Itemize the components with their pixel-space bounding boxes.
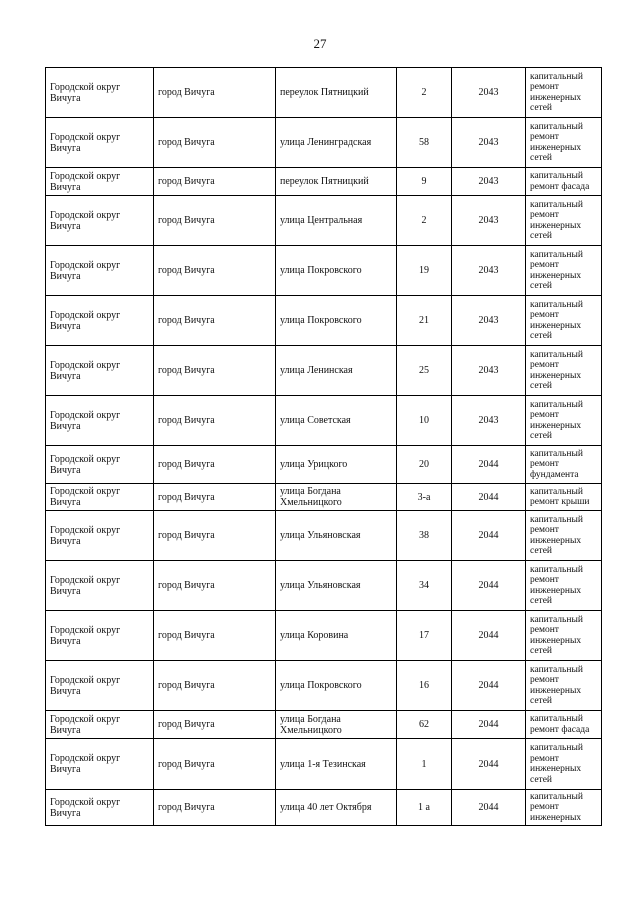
- city-cell: город Вичуга: [154, 661, 276, 711]
- house-number-cell: 1 а: [397, 790, 452, 826]
- street-cell: переулок Пятницкий: [276, 68, 397, 118]
- city-cell: город Вичуга: [154, 346, 276, 396]
- street-cell: улица 1-я Тезинская: [276, 739, 397, 790]
- house-number-cell: 2: [397, 196, 452, 246]
- city-cell: город Вичуга: [154, 196, 276, 246]
- table-row: [46, 346, 602, 396]
- table-row: [46, 168, 602, 196]
- year-cell: 2044: [452, 484, 526, 511]
- table-row: [46, 118, 602, 168]
- street-cell: улица Покровского: [276, 296, 397, 346]
- year-cell: 2044: [452, 511, 526, 561]
- district-cell: Городской округ Вичуга: [46, 446, 154, 484]
- work-type-cell: капитальный ремонт инженерных сетей: [526, 396, 602, 446]
- street-cell: улица 40 лет Октября: [276, 790, 397, 826]
- table-row: [46, 790, 602, 826]
- street-cell: улица Покровского: [276, 246, 397, 296]
- year-cell: 2043: [452, 168, 526, 196]
- work-type-cell: капитальный ремонт фундамента: [526, 446, 602, 484]
- street-cell: улица Советская: [276, 396, 397, 446]
- repair-schedule-table: [45, 67, 602, 826]
- street-cell: улица Ульяновская: [276, 511, 397, 561]
- table-row: [46, 711, 602, 739]
- district-cell: Городской округ Вичуга: [46, 739, 154, 790]
- page-number: 27: [313, 36, 327, 51]
- house-number-cell: 58: [397, 118, 452, 168]
- house-number-cell: 19: [397, 246, 452, 296]
- work-type-cell: капитальный ремонт инженерных сетей: [526, 611, 602, 661]
- district-cell: Городской округ Вичуга: [46, 790, 154, 826]
- city-cell: город Вичуга: [154, 611, 276, 661]
- house-number-cell: 38: [397, 511, 452, 561]
- year-cell: 2044: [452, 739, 526, 790]
- street-cell: улица Ленинградская: [276, 118, 397, 168]
- city-cell: город Вичуга: [154, 246, 276, 296]
- street-cell: улица Коровина: [276, 611, 397, 661]
- city-cell: город Вичуга: [154, 118, 276, 168]
- district-cell: Городской округ Вичуга: [46, 561, 154, 611]
- house-number-cell: 9: [397, 168, 452, 196]
- city-cell: город Вичуга: [154, 511, 276, 561]
- table-row: [46, 611, 602, 661]
- house-number-cell: 17: [397, 611, 452, 661]
- street-cell: улица Урицкого: [276, 446, 397, 484]
- table-row: [46, 196, 602, 246]
- year-cell: 2044: [452, 561, 526, 611]
- city-cell: город Вичуга: [154, 446, 276, 484]
- street-cell: переулок Пятницкий: [276, 168, 397, 196]
- district-cell: Городской округ Вичуга: [46, 68, 154, 118]
- work-type-cell: капитальный ремонт инженерных сетей: [526, 246, 602, 296]
- house-number-cell: 25: [397, 346, 452, 396]
- city-cell: город Вичуга: [154, 561, 276, 611]
- district-cell: Городской округ Вичуга: [46, 196, 154, 246]
- house-number-cell: 2: [397, 68, 452, 118]
- work-type-cell: капитальный ремонт инженерных сетей: [526, 118, 602, 168]
- house-number-cell: 10: [397, 396, 452, 446]
- house-number-cell: 16: [397, 661, 452, 711]
- year-cell: 2044: [452, 711, 526, 739]
- work-type-cell: капитальный ремонт инженерных сетей: [526, 68, 602, 118]
- work-type-cell: капитальный ремонт инженерных сетей: [526, 296, 602, 346]
- district-cell: Городской округ Вичуга: [46, 168, 154, 196]
- year-cell: 2043: [452, 246, 526, 296]
- city-cell: город Вичуга: [154, 790, 276, 826]
- year-cell: 2043: [452, 68, 526, 118]
- street-cell: улица Ульяновская: [276, 561, 397, 611]
- year-cell: 2044: [452, 661, 526, 711]
- district-cell: Городской округ Вичуга: [46, 484, 154, 511]
- work-type-cell: капитальный ремонт инженерных сетей: [526, 661, 602, 711]
- city-cell: город Вичуга: [154, 484, 276, 511]
- year-cell: 2043: [452, 296, 526, 346]
- table-row: [46, 561, 602, 611]
- district-cell: Городской округ Вичуга: [46, 511, 154, 561]
- table-row: [46, 511, 602, 561]
- house-number-cell: 62: [397, 711, 452, 739]
- street-cell: улица Ленинская: [276, 346, 397, 396]
- work-type-cell: капитальный ремонт инженерных сетей: [526, 511, 602, 561]
- year-cell: 2044: [452, 611, 526, 661]
- house-number-cell: 20: [397, 446, 452, 484]
- district-cell: Городской округ Вичуга: [46, 246, 154, 296]
- work-type-cell: капитальный ремонт фасада: [526, 168, 602, 196]
- city-cell: город Вичуга: [154, 739, 276, 790]
- work-type-cell: капитальный ремонт крыши: [526, 484, 602, 511]
- house-number-cell: 1: [397, 739, 452, 790]
- district-cell: Городской округ Вичуга: [46, 296, 154, 346]
- work-type-cell: капитальный ремонт инженерных сетей: [526, 561, 602, 611]
- year-cell: 2044: [452, 446, 526, 484]
- table-row: [46, 246, 602, 296]
- work-type-cell: капитальный ремонт инженерных сетей: [526, 346, 602, 396]
- street-cell: улица Богдана Хмельницкого: [276, 711, 397, 739]
- table-row: [46, 396, 602, 446]
- street-cell: улица Богдана Хмельницкого: [276, 484, 397, 511]
- work-type-cell: капитальный ремонт инженерных: [526, 790, 602, 826]
- district-cell: Городской округ Вичуга: [46, 711, 154, 739]
- table-row: [46, 484, 602, 511]
- city-cell: город Вичуга: [154, 711, 276, 739]
- table-row: [46, 68, 602, 118]
- year-cell: 2043: [452, 118, 526, 168]
- year-cell: 2043: [452, 346, 526, 396]
- city-cell: город Вичуга: [154, 296, 276, 346]
- table-row: [46, 296, 602, 346]
- table-row: [46, 661, 602, 711]
- table-row: [46, 446, 602, 484]
- district-cell: Городской округ Вичуга: [46, 396, 154, 446]
- street-cell: улица Центральная: [276, 196, 397, 246]
- city-cell: город Вичуга: [154, 396, 276, 446]
- work-type-cell: капитальный ремонт инженерных сетей: [526, 739, 602, 790]
- house-number-cell: 34: [397, 561, 452, 611]
- city-cell: город Вичуга: [154, 68, 276, 118]
- year-cell: 2043: [452, 396, 526, 446]
- district-cell: Городской округ Вичуга: [46, 661, 154, 711]
- house-number-cell: 21: [397, 296, 452, 346]
- house-number-cell: 3-а: [397, 484, 452, 511]
- year-cell: 2044: [452, 790, 526, 826]
- year-cell: 2043: [452, 196, 526, 246]
- table-row: [46, 739, 602, 790]
- work-type-cell: капитальный ремонт фасада: [526, 711, 602, 739]
- district-cell: Городской округ Вичуга: [46, 611, 154, 661]
- district-cell: Городской округ Вичуга: [46, 346, 154, 396]
- work-type-cell: капитальный ремонт инженерных сетей: [526, 196, 602, 246]
- street-cell: улица Покровского: [276, 661, 397, 711]
- district-cell: Городской округ Вичуга: [46, 118, 154, 168]
- city-cell: город Вичуга: [154, 168, 276, 196]
